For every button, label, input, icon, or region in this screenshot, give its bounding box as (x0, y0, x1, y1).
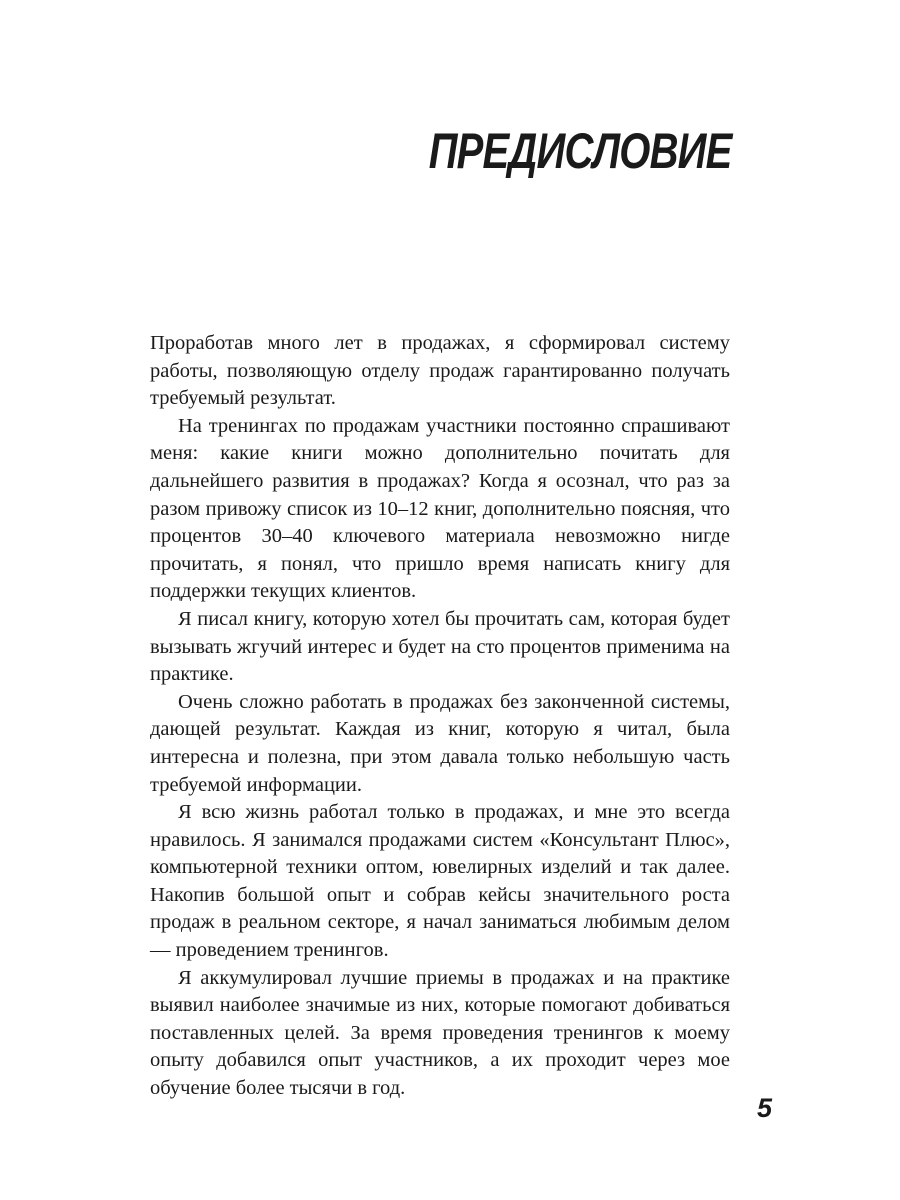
page-number: 5 (756, 1093, 772, 1123)
paragraph: Очень сложно работать в продажах без законченной системы, дающей результат. Каждая из книг, которую я читал, была интересна и полезна, при этом давала только небольшую часть требуемой информации. (150, 690, 730, 796)
chapter-title: ПРЕДИСЛОВИЕ (429, 123, 732, 179)
paragraph: Проработав много лет в продажах, я сформировал систему работы, позволяющую отделу продаж гарантированно получать требуемый результат. (150, 332, 730, 410)
paragraph: Я всю жизнь работал только в продажах, и мне это всегда нравилось. Я занимался продажами систем «Консультант Плюс», компьютерной техники оптом, ювелирных изделий и так далее. Накопив большой опыт и собрав кейсы значительного роста продаж в реальном секторе, я начал заниматься любимым делом — проведением тренингов. (150, 801, 730, 962)
paragraph: На тренингах по продажам участники постоянно спрашивают меня: какие книги можно дополнительно почитать для дальнейшего развития в продажах? Когда я осознал, что раз за разом привожу список из 10–12 книг, дополнительно поясняя, что процентов 30–40 ключевого материала невозможно нигде прочитать, я понял, что пришло время написать книгу для поддержки текущих клиентов. (150, 414, 730, 603)
paragraph: Я аккумулировал лучшие приемы в продажах и на практике выявил наиболее значимые из них, которые помогают добиваться поставленных целей. За время проведения тренингов к моему опыту добавился опыт участников, а их проходит через мое обучение более тысячи в год. (150, 966, 730, 1100)
body-text (150, 330, 730, 1103)
paragraph: Я писал книгу, которую хотел бы прочитать сам, которая будет вызывать жгучий интерес и будет на сто процентов применима на практике. (150, 607, 730, 686)
